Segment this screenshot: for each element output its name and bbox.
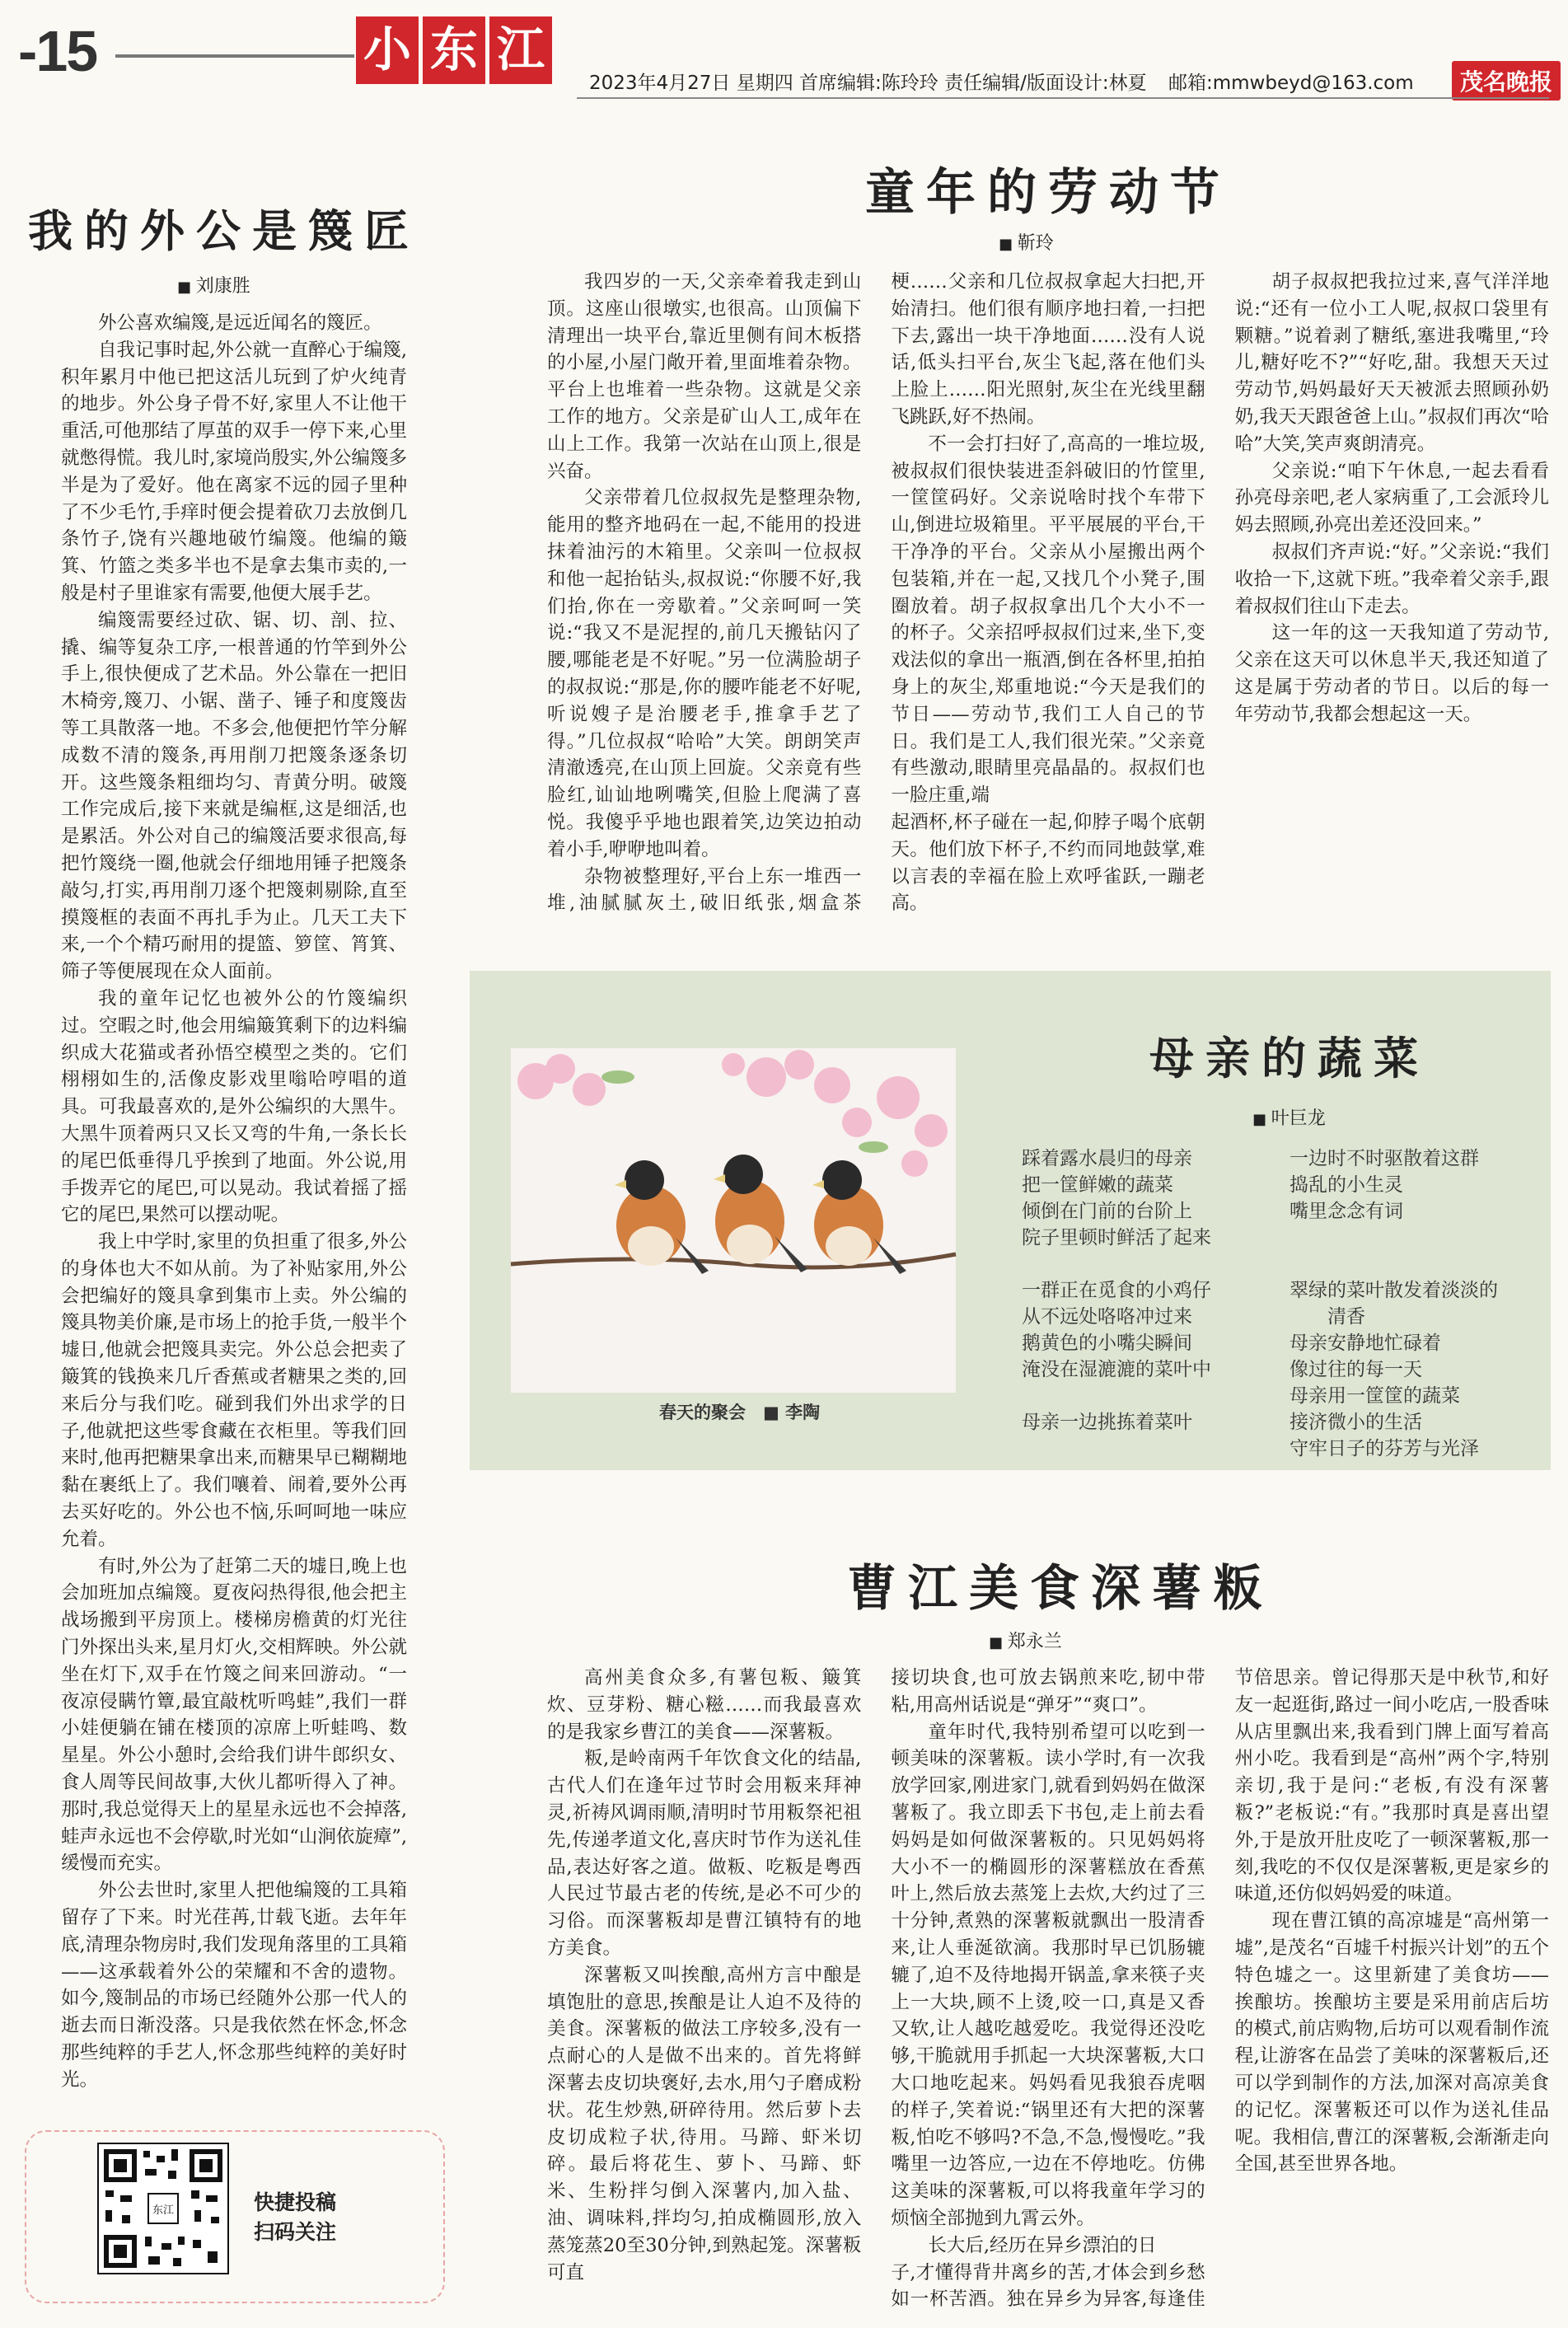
column-masthead (356, 16, 552, 84)
poem-line: 母亲用一筐筐的蔬菜 (1290, 1385, 1460, 1407)
article-title-labor-day: 童年的劳动节 (865, 164, 1231, 222)
paragraph: 不一会打扫好了,高高的一堆垃圾,被叔叔们很快装进歪斜破旧的竹筐里,一筐筐码好。父亲说啥时找个车带下山,倒进垃圾箱里。平平展展的平台,干干净净的平台。父亲从小屋搬出两个包装箱,并在一起,又找几个小凳子,围圈放着。胡子叔叔拿出几个大小不一的杯子。父亲招呼叔叔们过来,坐下,变戏法似的拿出一瓶酒,倒在各杯里,拍拍身上的灰尘,郑重地说:“今天是我们的节日——劳动节,我们工人自己的节日。我们是工人,我们很光荣。”父亲竟有些激动,眼睛里亮晶晶的。叔叔们也一脸庄重,端 (891, 433, 1205, 807)
qr-caption-line: 扫码关注 (254, 2220, 337, 2244)
masthead-char: 江 (489, 16, 552, 84)
poem-line: 嘴里念念有词 (1290, 1201, 1403, 1222)
paragraph: 我上中学时,家里的负担重了很多,外公的身体也大不如从前。为了补贴家用,外公会把编好的篾具拿到集市上卖。外公编的篾具物美价廉,是市场上的抢手货,一般半个墟日,他就会把篾具卖完。外公总会把卖了簸箕的钱换来几斤香蕉或者糖果之类的,回来后分与我们吃。碰到我们外出求学的日子,他就把这些零食藏在衣柜里。等我们回来时,他再把糖果拿出来,而糖果早已糊糊地黏在裹纸上了。我们嚷着、闹着,要外公再去买好吃的。外公也不恼,乐呵呵地一味应允着。 (61, 1231, 407, 1550)
poem-line: 像过往的每一天 (1290, 1359, 1422, 1380)
qr-center-label: 东江 (152, 2204, 175, 2217)
poem-line: 母亲一边挑拣着菜叶 (1022, 1412, 1192, 1433)
paragraph: 这一年的这一天我知道了劳动节,父亲在这天可以休息半天,我还知道了这是属于劳动者的节日。以后的每一年劳动节,我都会想起这一天。 (1234, 622, 1549, 725)
birds-on-branch-illustration (511, 1048, 956, 1393)
poem-line: 一边时不时驱散着这群 (1290, 1148, 1479, 1169)
poem-line: 捣乱的小生灵 (1290, 1174, 1403, 1196)
submission-box (25, 2130, 445, 2303)
bird-photo (511, 1048, 956, 1393)
paragraph: 长大后,经历在异乡漂泊的日 (928, 2234, 1157, 2256)
poem-column-right (1290, 1145, 1498, 1462)
paragraph: 高州美食众多,有薯包粄、簸箕炊、豆芽粉、糖心糍……而我最喜欢的是我家乡曹江的美食——深薯粄。 (547, 1667, 862, 1743)
paragraph: 接切块食,也可放去锅煎来吃,韧中带粘,用高州话说是“弹牙”“爽口”。 (891, 1667, 1205, 1716)
page-number: -15 (18, 19, 97, 83)
paragraph: 粄,是岭南两千年饮食文化的结晶,古代人们在逢年过节时会用粄来拜神灵,祈祷风调雨顺,清明时节用粄祭祀祖先,传递孝道文化,喜庆时节作为送礼佳品,表达好客之道。做粄、吃粄是粤西人民过节最古老的传统,是必不可少的习俗。而深薯粄却是曹江镇特有的地方美食。 (547, 1748, 862, 1959)
article-author: ■ 叶巨龙 (1252, 1104, 1326, 1130)
article-body-labor-day (547, 269, 1549, 920)
poem-line: 翠绿的菜叶散发着淡淡的 (1290, 1280, 1498, 1301)
paragraph: 自我记事时起,外公就一直醉心于编篾,积年累月中他已把这活儿玩到了炉火纯青的地步。外公身子骨不好,家里人不让他干重活,可他那结了厚茧的双手一停下来,心里就憋得慌。我儿时,家境尚殷实,外公编篾多半是为了爱好。他在离家不远的园子里种了不少毛竹,手痒时便会提着砍刀去放倒几条竹子,饶有兴趣地破竹编篾。他编的簸箕、竹篮之类多半也不是拿去集市卖的,一般是村子里谁家有需要,他便大展手艺。 (61, 339, 407, 604)
poem-line: 一群正在觅食的小鸡仔 (1022, 1280, 1211, 1301)
issue-meta: 2023年4月27日 星期四 首席编辑:陈玲玲 责任编辑/版面设计:林夏 (589, 73, 1147, 94)
paragraph: 胡子叔叔把我拉过来,喜气洋洋地说:“还有一位小工人呢,叔叔口袋里有颗糖。”说着剥了糖纸,塞进我嘴里,“玲儿,糖好吃不?”“好吃,甜。我想天天过劳动节,妈妈最好天天被派去照顾孙奶奶,我天天跟爸爸上山。”叔叔们再次“哈哈”大笑,笑声爽朗清亮。 (1234, 271, 1549, 455)
article-body-food (547, 1665, 1549, 2316)
poem-line: 院子里顿时鲜活了起来 (1022, 1227, 1211, 1248)
qr-code[interactable] (97, 2143, 229, 2274)
poem-line: 鹅黄色的小嘴尖瞬间 (1022, 1333, 1192, 1354)
poem-line: 把一筐鲜嫩的蔬菜 (1022, 1174, 1173, 1196)
paragraph: 我四岁的一天,父亲牵着我走到山顶。这座山很墩实,也很高。山顶偏下清理出一块平台,靠近里侧有间木板搭的小屋,小屋门敞开着,里面堆着杂物。平台上也堆着一些杂物。这就是父亲工作的地方。父亲是矿山人工,成年在山上工作。我第一次站在山顶上,很是兴奋。 (547, 271, 862, 482)
article-body-grandpa (61, 310, 407, 2091)
paragraph: 我的童年记忆也被外公的竹篾编织过。空暇之时,他会用编簸箕剩下的边料编织成大花猫或者孙悟空模型之类的。它们栩栩如生的,活像皮影戏里嗡哈哼唱的道具。可我最喜欢的,是外公编织的大黑牛。大黑牛顶着两只又长又弯的牛角,一条长长的尾巴低垂得几乎挨到了地面。外公说,用手拨弄它的尾巴,可以晃动。我试着摇了摇它的尾巴,果然可以摆动呢。 (61, 987, 407, 1226)
poem-column-left (1022, 1145, 1211, 1436)
article-author: ■ 靳玲 (999, 229, 1054, 255)
article-title-food: 曹江美食深薯粄 (847, 1560, 1274, 1618)
poem-line: 守牢日子的芬芳与光泽 (1290, 1438, 1479, 1459)
paragraph: 父亲带着几位叔叔先是整理杂物,能用的整齐地码在一起,不能用的投进抹着油污的木箱里。父亲叫一位叔叔和他一起抬钻头,叔叔说:“你腰不好,我们抬,你在一旁歇着。”父亲呵呵一笑说:“我又不是泥捏的,前几天搬钻闪了腰,哪能老是不好呢。”另一位满脸胡子的叔叔说:“那是,你的腰咋能老不好呢,听说嫂子是治腰老手,推拿手艺了得。”几位叔叔“哈哈”大笑。朗朗笑声清澈透亮,在山顶上回旋。父亲竟有些脸红,讪讪地咧嘴笑,但脸上爬满了喜悦。我傻乎乎地也跟着笑,边笑边拍动着小手,咿咿地叫着。 (547, 487, 862, 860)
paragraph: 子,才懂得背井离乡的苦,才体会到乡愁如一杯苦酒。独在异乡为异客,每逢佳节倍思亲。曾记得那天是中秋节,和好友一起逛街,路过一间小吃店,一股香味从店里飘出来,我看到门牌上面写着高州小吃。我看到是“高州”两个字,特别亲切,我于是问:“老板,有没有深薯粄?”老板说:“有。”我那时真是喜出望外,于是放开肚皮吃了一顿深薯粄,那一刻,我吃的不仅仅是深薯粄,更是家乡的味道,还仿似妈妈爱的味道。 (891, 1667, 1549, 2311)
poem-line: 从不远处咯咯冲过来 (1022, 1306, 1192, 1328)
poem-line: 淹没在湿漉漉的菜叶中 (1022, 1359, 1211, 1380)
photo-caption: 春天的聚会 ■ 李陶 (659, 1403, 821, 1422)
header-line (577, 97, 1549, 99)
paragraph: 起酒杯,杯子碰在一起,仰脖子喝个底朝天。他们放下杯子,不约而同地鼓掌,难以言表的幸福在脸上欢呼雀跃,一蹦老高。 (891, 811, 1205, 915)
qr-code-icon (99, 2144, 227, 2273)
poem-line: 倾倒在门前的台阶上 (1022, 1201, 1192, 1222)
newspaper-logo: 茂名晚报 (1452, 61, 1561, 101)
poem-line: 接济微小的生活 (1290, 1412, 1422, 1433)
article-title-vegetables: 母亲的蔬菜 (1149, 1032, 1430, 1084)
paragraph: 外公去世时,家里人把他编篾的工具箱留存了下来。时光荏苒,廿载飞逝。去年年底,清理杂物房时,我们发现角落里的工具箱——这承载着外公的荣耀和不舍的遗物。如今,篾制品的市场已经随外公那一代人的逝去而日渐没落。只是我依然在怀念,怀念那些纯粹的手艺人,怀念那些纯粹的美好时光。 (61, 1880, 407, 2091)
poem-line: 清香 (1327, 1306, 1365, 1328)
email: 邮箱:mmwbeyd@163.com (1168, 73, 1414, 94)
paragraph: 外公喜欢编篾,是远近闻名的篾匠。 (98, 312, 382, 334)
paragraph: 杂物被整理好,平台上东一堆西一堆,油腻腻灰土,破旧纸张,烟盒茶梗……父亲和几位叔叔拿起大扫把,开始清扫。他们很有顺序地扫着,一扫把下去,露出一块干净地面……没有人说话,低头扫平台,灰尘飞起,落在他们头上脸上……阳光照射,灰尘在光线里翻飞跳跃,好不热闹。 (547, 271, 1205, 915)
masthead-char: 小 (356, 16, 419, 84)
masthead-char: 东 (423, 16, 485, 84)
poem-line: 母亲安静地忙碌着 (1290, 1333, 1441, 1354)
paragraph: 叔叔们齐声说:“好。”父亲说:“我们收拾一下,这就下班。”我牵着父亲手,跟着叔叔们往山下走去。 (1234, 541, 1549, 617)
paragraph: 父亲说:“咱下午休息,一起去看看孙亮母亲吧,老人家病重了,工会派玲儿妈去照顾,孙亮出差还没回来。” (1234, 460, 1549, 536)
paragraph: 现在曹江镇的高凉墟是“高州第一墟”,是茂名“百墟千村振兴计划”的五个特色墟之一。这里新建了美食坊——挨酿坊。挨酿坊主要是采用前店后坊的模式,前店购物,后坊可以观看制作流程,让游客在品尝了美味的深薯粄后,还可以学到制作的方法,加深对高凉美食的记忆。深薯粄还可以作为送礼佳品呢。我相信,曹江的深薯粄,会渐渐走向全国,甚至世界各地。 (1234, 1910, 1549, 2176)
poem-line: 踩着露水晨归的母亲 (1022, 1148, 1192, 1169)
qr-caption-line: 快捷投稿 (254, 2190, 337, 2214)
paragraph: 深薯粄又叫挨酿,高州方言中酿是填饱肚的意思,挨酿是让人迫不及待的美食。深薯粄的做法工序较多,没有一点耐心的人是做不出来的。首先将鲜深薯去皮切块褒好,去水,用勺子磨成粉状。花生炒熟,研碎待用。然后萝卜去皮切成粒子状,待用。马蹄、虾米切碎。最后将花生、萝卜、马蹄、虾米、生粉拌匀倒入深薯内,加入盐、油、调味料,拌均匀,拍成椭圆形,放入蒸笼蒸20至30分钟,到熟起笼。深薯粄可直 (547, 1964, 862, 2284)
article-author: ■ 郑永兰 (989, 1628, 1062, 1653)
paragraph: 编篾需要经过砍、锯、切、剖、拉、撬、编等复杂工序,一根普通的竹竿到外公手上,很快便成了艺术品。外公靠在一把旧木椅旁,篾刀、小锯、凿子、锤子和度篾齿等工具散落一地。不多会,他便把竹竿分解成数不清的篾条,再用削刀把篾条逐条切开。这些篾条粗细均匀、青黄分明。破篾工作完成后,接下来就是编框,这是细活,也是累活。外公对自己的编篾活要求很高,每把竹篾绕一圈,他就会仔细地用锤子把篾条敲匀,打实,再用削刀逐个把篾刺剔除,直至摸篾框的表面不再扎手为止。几天工夫下来,一个个精巧耐用的提篮、箩筐、筲箕、筛子等便展现在众人面前。 (61, 609, 407, 983)
paragraph: 有时,外公为了赶第二天的墟日,晚上也会加班加点编篾。夏夜闷热得很,他会把主战场搬到平房顶上。楼梯房檐黄的灯光往门外探出头来,星月灯火,交相辉映。外公就坐在灯下,双手在竹篾之间来回游动。“一夜凉侵瞒竹簟,最宜敲枕听鸣蛙”,我们一群小娃便躺在铺在楼顶的凉席上听蛙鸣、数星星。外公小憩时,会给我们讲牛郎织女、食人周等民间故事,大伙儿都听得入了神。那时,我总觉得天上的星星永远也不会掉落,蛙声永远也不会停歇,时光如“山涧依旋瘴”,缓慢而充实。 (61, 1555, 407, 1875)
article-title-grandpa: 我的外公是篾匠 (28, 204, 420, 257)
header-rule (115, 54, 354, 58)
article-author: ■ 刘康胜 (177, 272, 250, 297)
paragraph: 童年时代,我特别希望可以吃到一顿美味的深薯粄。读小学时,有一次我放学回家,刚进家门,就看到妈妈在做深薯粄了。我立即丢下书包,走上前去看妈妈是如何做深薯粄的。只见妈妈将大小不一的椭圆形的深薯糕放在香蕉叶上,然后放去蒸笼上去炊,大约过了三十分钟,煮熟的深薯粄就飘出一股清香来,让人垂涎欲滴。我那时早已饥肠辘辘了,迫不及待地揭开锅盖,拿来筷子夹上一大块,顾不上烫,咬一口,真是又香又软,让人越吃越爱吃。我觉得还没吃够,干脆就用手抓起一大块深薯粄,大口大口地吃起来。妈妈看见我狼吞虎咽的样子,笑着说:“锅里还有大把的深薯粄,怕吃不够吗?不急,不急,慢慢吃。”我嘴里一边答应,一边在不停地吃。仿佛这美味的深薯粄,可以将我童年学习的烦恼全部抛到九霄云外。 (891, 1721, 1205, 2229)
qr-caption (254, 2188, 336, 2247)
